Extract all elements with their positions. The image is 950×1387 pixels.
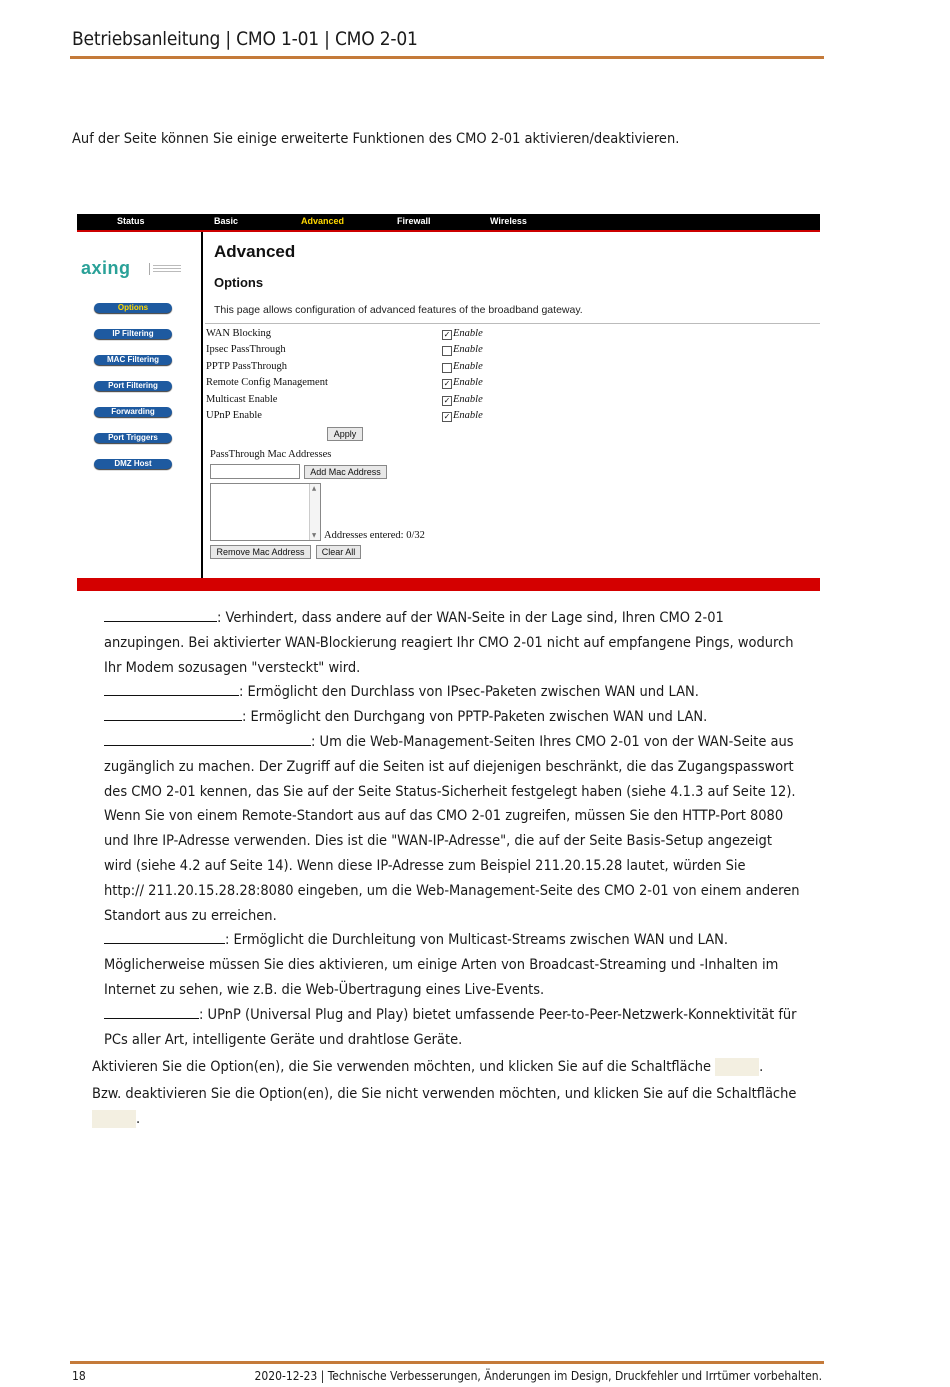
sidebar-dmz-host-button[interactable]: DMZ Host xyxy=(94,459,172,469)
option-label: WAN Blocking xyxy=(206,328,272,339)
option-row xyxy=(205,361,605,375)
option-checkbox[interactable] xyxy=(442,346,452,356)
option-enable-label: Enable xyxy=(453,361,483,372)
option-checkbox[interactable]: ✓ xyxy=(443,379,451,388)
logo-tagline-graphic xyxy=(149,263,184,275)
apply-button-placeholder xyxy=(715,1058,759,1076)
footer-disclaimer: 2020-12-23 | Technische Verbesserungen, Änderungen im Design, Druckfehler und Irrtümer vorbehalten. xyxy=(254,1369,822,1383)
option-checkbox[interactable] xyxy=(442,363,452,373)
screenshot-bottom-bar xyxy=(77,578,820,591)
intro-text: Auf der Seite können Sie einige erweiterte Funktionen des CMO 2-01 aktivieren/deaktivieren. xyxy=(72,131,680,147)
mac-address-list[interactable] xyxy=(210,483,321,541)
option-label: Multicast Enable xyxy=(206,394,278,405)
text-line: anzupingen. Bei aktivierter WAN-Blockierung reagiert Ihr CMO 2-01 nicht auf empfangene Pings, wodurch xyxy=(104,634,794,651)
clear-all-button[interactable]: Clear All xyxy=(316,545,361,559)
option-row xyxy=(205,344,605,358)
option-checkbox[interactable]: ✓ xyxy=(443,330,451,339)
sidebar-divider xyxy=(201,232,203,578)
content-title: Advanced xyxy=(214,242,296,261)
text-line: : Ermöglicht die Durchleitung von Multicast-Streams zwischen WAN und LAN. xyxy=(225,932,729,949)
activate-deactivate-paragraph xyxy=(92,1055,796,1131)
text-line: Bzw. deaktivieren Sie die Option(en), die Sie nicht verwenden möchten, und klicken Sie auf die Schaltfläche xyxy=(92,1085,797,1102)
text-line: Wenn Sie von einem Remote-Standort aus auf das CMO 2-01 zugreifen, müssen Sie den HTTP-Port 8080 xyxy=(104,808,784,825)
nav-basic[interactable]: Basic xyxy=(214,216,239,226)
content-description: This page allows configuration of advanced features of the broadband gateway. xyxy=(214,304,583,316)
option-enable-label: Enable xyxy=(453,328,483,339)
sidebar-mac-filtering-button[interactable]: MAC Filtering xyxy=(94,355,172,365)
page-number: 18 xyxy=(72,1369,86,1383)
option-enable-label: Enable xyxy=(453,344,483,355)
content-divider xyxy=(205,323,820,324)
option-row xyxy=(205,377,605,391)
term-underline xyxy=(104,606,217,622)
option-checkbox[interactable]: ✓ xyxy=(443,412,451,421)
list-scrollbar[interactable] xyxy=(309,484,320,540)
footer-rule xyxy=(70,1361,824,1364)
option-checkbox[interactable]: ✓ xyxy=(443,396,451,405)
wan-blocking-paragraph xyxy=(104,606,800,1052)
text-line: wird (siehe 4.2 auf Seite 14). Wenn diese IP-Adresse zum Beispiel 211.20.15.28 lautet, würden Sie xyxy=(104,857,746,874)
option-enable-label: Enable xyxy=(453,377,483,388)
text-line: : Um die Web-Management-Seiten Ihres CMO 2-01 von der WAN-Seite aus xyxy=(311,733,794,750)
term-underline xyxy=(104,730,311,746)
scroll-up-icon[interactable]: ▲ xyxy=(312,485,317,492)
mac-address-input[interactable] xyxy=(210,464,300,479)
sidebar-options-button[interactable]: Options xyxy=(94,303,172,313)
add-mac-address-button[interactable]: Add Mac Address xyxy=(304,465,387,479)
option-label: Ipsec PassThrough xyxy=(206,344,286,355)
text-line: Aktivieren Sie die Option(en), die Sie verwenden möchten, und klicken Sie auf die Schaltfläche xyxy=(92,1059,712,1075)
option-row xyxy=(205,328,605,342)
sidebar-ip-filtering-button[interactable]: IP Filtering xyxy=(94,329,172,339)
axing-logo: axing xyxy=(81,258,131,278)
text-line: Möglicherweise müssen Sie dies aktivieren, um einige Arten von Broadcast-Streaming und -Inhalten im xyxy=(104,957,779,974)
text-line: : Ermöglicht den Durchlass von IPsec-Paketen zwischen WAN und LAN. xyxy=(239,684,699,701)
text-line: und Ihre IP-Adresse verwenden. Dies ist die "WAN-IP-Adresse", die auf der Seite Basis-Setup angezeigt xyxy=(104,833,772,850)
option-row xyxy=(205,394,605,408)
term-underline xyxy=(104,928,225,944)
option-label: UPnP Enable xyxy=(206,410,262,421)
sidebar-port-filtering-button[interactable]: Port Filtering xyxy=(94,381,172,391)
text-line: . xyxy=(136,1110,141,1127)
content-subtitle: Options xyxy=(214,275,264,290)
option-label: PPTP PassThrough xyxy=(206,361,288,372)
header-rule xyxy=(70,56,824,59)
nav-underline xyxy=(77,230,820,232)
passthrough-label: PassThrough Mac Addresses xyxy=(210,449,332,460)
text-line: Ihr Modem sozusagen "versteckt" wird. xyxy=(104,659,361,676)
top-nav xyxy=(77,214,820,230)
text-line: Internet zu sehen, wie z.B. die Web-Übertragung eines Live-Events. xyxy=(104,981,545,998)
apply-button-placeholder xyxy=(92,1110,136,1128)
text-line: zugänglich zu machen. Der Zugriff auf die Seiten ist auf diejenigen beschränkt, die das Zugangspasswort xyxy=(104,758,794,775)
router-ui-screenshot xyxy=(77,214,820,591)
term-underline xyxy=(104,680,239,696)
scroll-down-icon[interactable]: ▼ xyxy=(312,532,317,539)
nav-firewall[interactable]: Firewall xyxy=(397,216,431,226)
option-row xyxy=(205,410,605,424)
nav-status[interactable]: Status xyxy=(117,216,145,226)
sidebar-forwarding-button[interactable]: Forwarding xyxy=(94,407,172,417)
text-line: http:// 211.20.15.28.28:8080 eingeben, um die Web-Management-Seite des CMO 2-01 von einem anderen xyxy=(104,882,800,899)
remove-mac-address-button[interactable]: Remove Mac Address xyxy=(210,545,311,559)
term-underline xyxy=(104,1003,199,1019)
option-label: Remote Config Management xyxy=(206,377,328,388)
text-line: Standort aus zu erreichen. xyxy=(104,907,277,924)
sidebar-port-triggers-button[interactable]: Port Triggers xyxy=(94,433,172,443)
term-underline xyxy=(104,705,242,721)
text-line: PCs aller Art, intelligente Geräte und drahtlose Geräte. xyxy=(104,1031,463,1048)
addresses-entered-count: Addresses entered: 0/32 xyxy=(324,530,425,541)
text-line: : UPnP (Universal Plug and Play) bietet umfassende Peer-to-Peer-Netzwerk-Konnektivität für xyxy=(199,1006,797,1023)
text-line: : Verhindert, dass andere auf der WAN-Seite in der Lage sind, Ihren CMO 2-01 xyxy=(217,610,724,626)
apply-button[interactable]: Apply xyxy=(327,427,363,441)
nav-advanced[interactable]: Advanced xyxy=(301,216,345,226)
option-enable-label: Enable xyxy=(453,410,483,421)
text-line: des CMO 2-01 kennen, das Sie auf der Seite Status-Sicherheit festgelegt haben (siehe 4.1.3 auf Seite 12). xyxy=(104,783,796,800)
option-enable-label: Enable xyxy=(453,394,483,405)
text-line: : Ermöglicht den Durchgang von PPTP-Paketen zwischen WAN und LAN. xyxy=(242,709,708,726)
nav-wireless[interactable]: Wireless xyxy=(490,216,527,226)
text-line: . xyxy=(759,1059,764,1075)
page-header-title: Betriebsanleitung | CMO 1-01 | CMO 2-01 xyxy=(72,28,418,50)
